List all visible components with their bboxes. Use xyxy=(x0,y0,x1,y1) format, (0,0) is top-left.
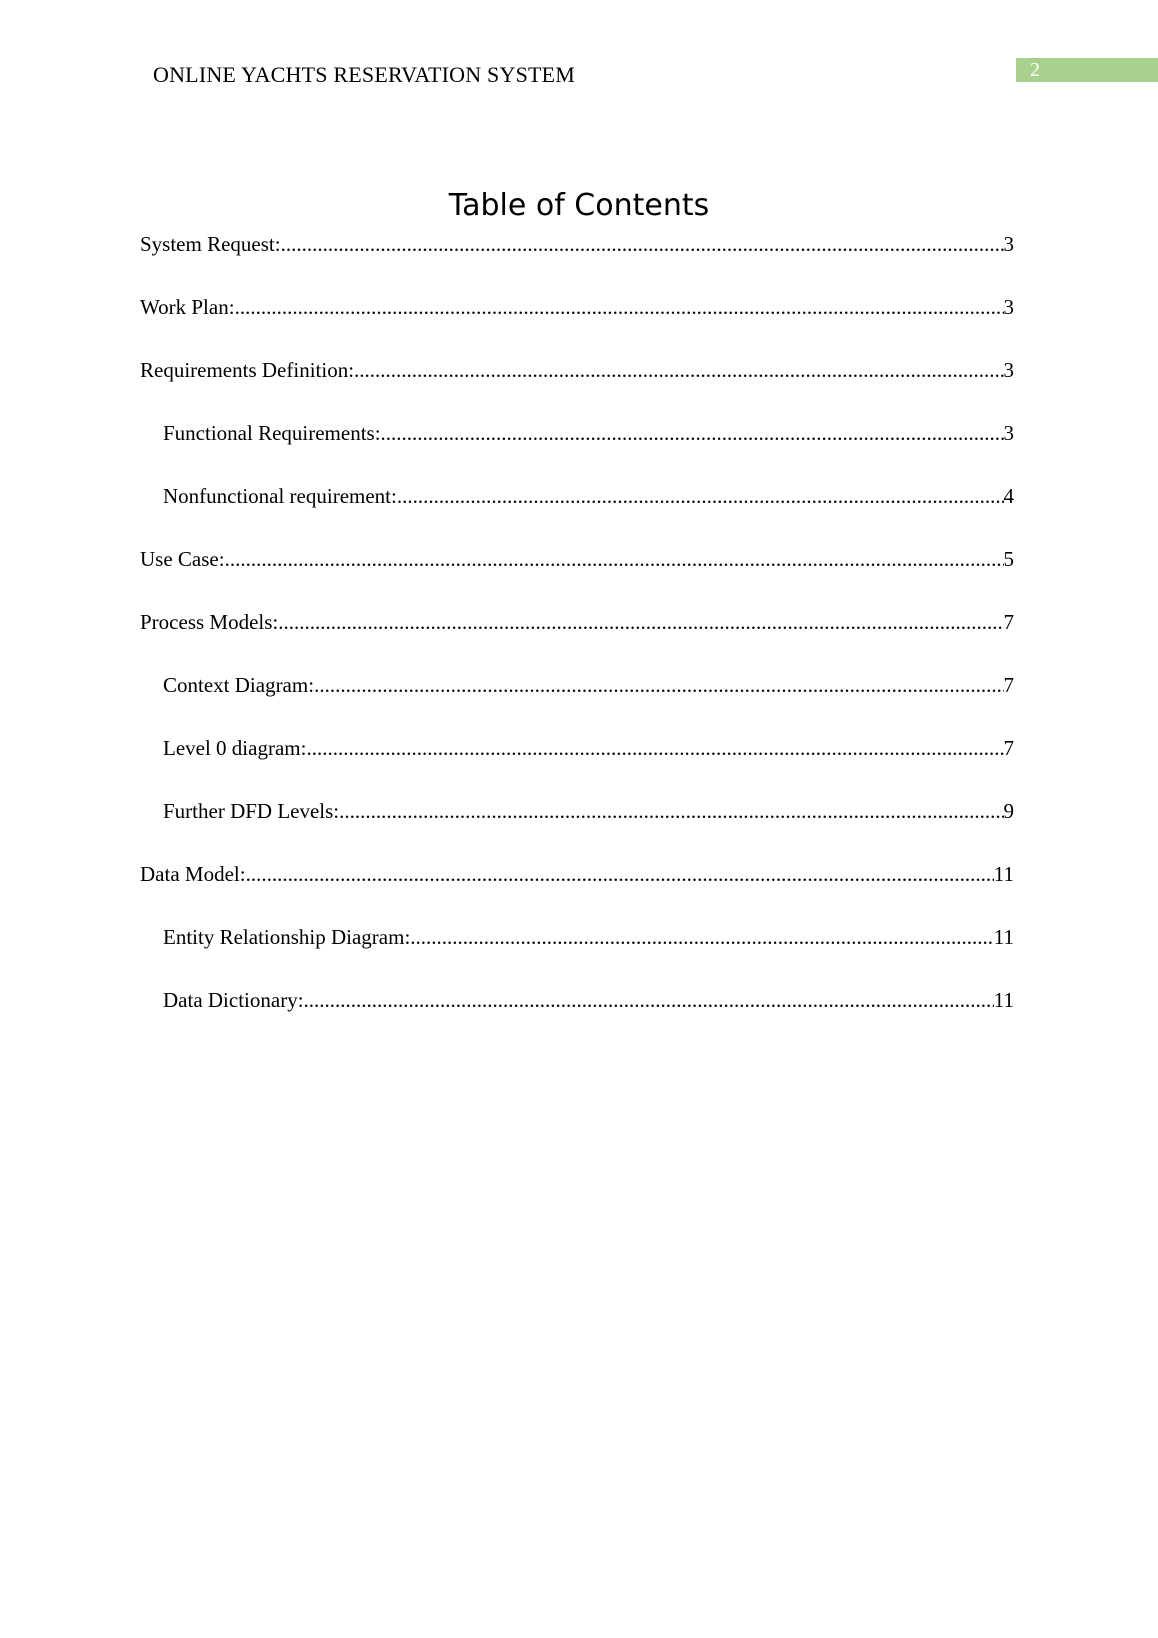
toc-entry-label: Use Case: xyxy=(140,547,225,571)
toc-dot-leader xyxy=(278,608,1003,636)
toc-entry-page: 3 xyxy=(1003,295,1014,319)
toc-dot-leader xyxy=(304,986,994,1014)
toc-entry[interactable] xyxy=(140,230,1014,293)
toc-entry-label: Process Models: xyxy=(140,610,279,634)
toc-dot-leader xyxy=(306,734,1003,762)
page-number-badge xyxy=(1016,58,1158,82)
toc-entry-page: 11 xyxy=(993,862,1014,886)
toc-entry-label: Nonfunctional requirement: xyxy=(163,484,397,508)
toc-entry-page: 11 xyxy=(993,988,1014,1012)
toc-entry[interactable] xyxy=(140,923,1014,986)
toc-entry-label: Data Model: xyxy=(140,862,246,886)
toc-entry[interactable] xyxy=(140,797,1014,860)
toc-dot-leader xyxy=(410,923,993,951)
toc-list xyxy=(140,230,1014,1049)
toc-entry-label: System Request: xyxy=(140,232,281,256)
toc-entry-label: Functional Requirements: xyxy=(163,421,381,445)
toc-entry-label: Level 0 diagram: xyxy=(163,736,307,760)
toc-entry-page: 7 xyxy=(1003,610,1014,634)
toc-entry-label: Requirements Definition: xyxy=(140,358,355,382)
toc-title: Table of Contents xyxy=(448,188,710,223)
toc-entry-page: 9 xyxy=(1003,799,1014,823)
toc-entry[interactable] xyxy=(140,545,1014,608)
toc-dot-leader xyxy=(397,482,1004,510)
toc-entry[interactable] xyxy=(140,860,1014,923)
toc-entry-label: Entity Relationship Diagram: xyxy=(163,925,411,949)
toc-dot-leader xyxy=(225,545,1004,573)
page-number: 2 xyxy=(1030,59,1040,81)
toc-entry-page: 3 xyxy=(1003,421,1014,445)
toc-entry-label: Work Plan: xyxy=(140,295,235,319)
toc-dot-leader xyxy=(339,797,1003,825)
toc-dot-leader xyxy=(314,671,1003,699)
toc-entry[interactable] xyxy=(140,986,1014,1049)
toc-entry[interactable] xyxy=(140,608,1014,671)
toc-entry[interactable] xyxy=(140,671,1014,734)
toc-entry-label: Context Diagram: xyxy=(163,673,315,697)
toc-dot-leader xyxy=(281,230,1004,258)
toc-entry-page: 5 xyxy=(1003,547,1014,571)
running-header-title: ONLINE YACHTS RESERVATION SYSTEM xyxy=(153,62,576,87)
toc-dot-leader xyxy=(354,356,1003,384)
toc-entry-page: 3 xyxy=(1003,232,1014,256)
toc-entry[interactable] xyxy=(140,482,1014,545)
toc-dot-leader xyxy=(235,293,1004,321)
toc-entry-label: Further DFD Levels: xyxy=(163,799,340,823)
toc-entry-page: 11 xyxy=(993,925,1014,949)
toc-entry[interactable] xyxy=(140,293,1014,356)
toc-entry-page: 4 xyxy=(1003,484,1014,508)
toc-entry-label: Data Dictionary: xyxy=(163,988,304,1012)
toc-entry-page: 7 xyxy=(1003,736,1014,760)
toc-entry-page: 7 xyxy=(1003,673,1014,697)
toc-dot-leader xyxy=(381,419,1004,447)
toc-dot-leader xyxy=(246,860,994,888)
toc-entry-page: 3 xyxy=(1003,358,1014,382)
toc-entry[interactable] xyxy=(140,734,1014,797)
toc-entry[interactable] xyxy=(140,356,1014,419)
toc-entry[interactable] xyxy=(140,419,1014,482)
